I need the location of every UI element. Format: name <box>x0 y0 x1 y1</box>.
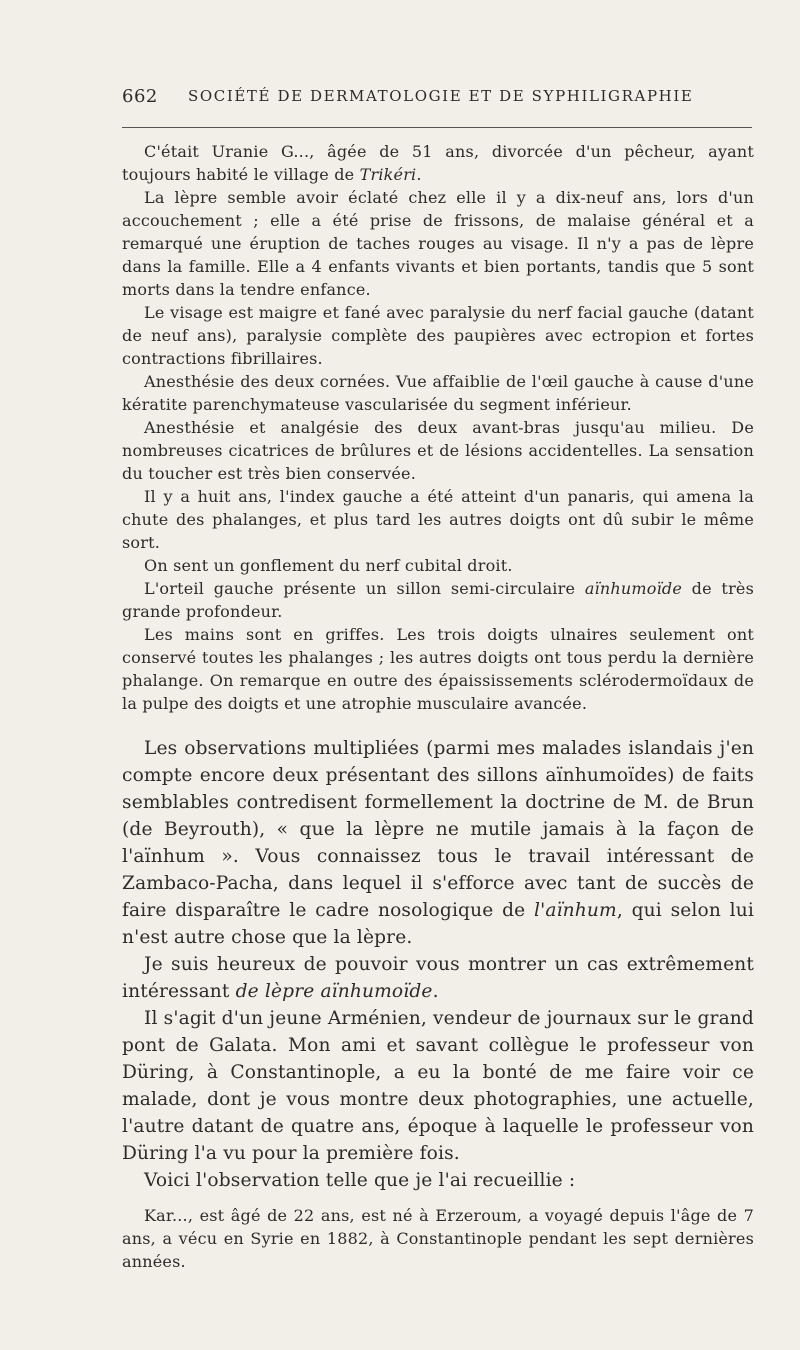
paragraph: Les observations multipliées (parmi mes malades islandais j'en compte encore deux présentant des sillons aïnhumoïdes) de faits semblables contredisent formellement la doctrine de M. de Brun (de Beyrouth), « que la lèpre ne mutile jamais à la façon de l'aïnhum ». Vous connaissez tous le travail intéressant de Zambaco-Pacha, dans lequel il s'efforce avec tant de succès de faire disparaître le cadre nosologique de l'aïnhum, qui selon lui n'est autre chose que la lèpre. <box>122 738 754 948</box>
paragraph: On sent un gonflement du nerf cubital droit. <box>144 556 513 575</box>
page-number: 662 <box>122 86 158 107</box>
paragraph: Kar..., est âgé de 22 ans, est né à Erzeroum, a voyagé depuis l'âge de 7 ans, a vécu en Syrie en 1882, à Constantinople pendant les sept dernières années. <box>122 1206 754 1271</box>
page-header <box>122 86 752 110</box>
paragraph: Je suis heureux de pouvoir vous montrer un cas extrêmement intéressant de lèpre aïnhumoïde. <box>122 954 754 1002</box>
observation-section <box>122 1204 754 1273</box>
body-text <box>122 140 754 1273</box>
discussion-section <box>122 735 754 1194</box>
paragraph: Voici l'observation telle que je l'ai recueillie : <box>144 1170 576 1191</box>
case-report-section <box>122 140 754 715</box>
paragraph: Les mains sont en griffes. Les trois doigts ulnaires seulement ont conservé toutes les phalanges ; les autres doigts ont tous perdu la dernière phalange. On remarque en outre des épaississements sclérodermoïdaux de la pulpe des doigts et une atrophie musculaire avancée. <box>122 625 754 713</box>
header-rule <box>122 127 752 128</box>
paragraph: Le visage est maigre et fané avec paralysie du nerf facial gauche (datant de neuf ans), paralysie complète des paupières avec ectropion et fortes contractions fibrillaires. <box>122 303 754 368</box>
paragraph: Il y a huit ans, l'index gauche a été atteint d'un panaris, qui amena la chute des phalanges, et plus tard les autres doigts ont dû subir le même sort. <box>122 487 754 552</box>
paragraph: Anesthésie et analgésie des deux avant-bras jusqu'au milieu. De nombreuses cicatrices de brûlures et de lésions accidentelles. La sensation du toucher est très bien conservée. <box>122 418 754 483</box>
paragraph: C'était Uranie G..., âgée de 51 ans, divorcée d'un pêcheur, ayant toujours habité le village de Trikéri. <box>122 142 754 184</box>
paragraph: Anesthésie des deux cornées. Vue affaiblie de l'œil gauche à cause d'une kératite parenchymateuse vascularisée du segment inférieur. <box>122 372 754 414</box>
running-head: SOCIÉTÉ DE DERMATOLOGIE ET DE SYPHILIGRAPHIE <box>188 87 694 105</box>
paragraph: Il s'agit d'un jeune Arménien, vendeur de journaux sur le grand pont de Galata. Mon ami et savant collègue le professeur von Düring, à Constantinople, a eu la bonté de me faire voir ce malade, dont je vous montre deux photographies, une actuelle, l'autre datant de quatre ans, époque à laquelle le professeur von Düring l'a vu pour la première fois. <box>122 1008 754 1164</box>
paragraph: La lèpre semble avoir éclaté chez elle il y a dix-neuf ans, lors d'un accouchement ; elle a été prise de frissons, de malaise général et a remarqué une éruption de taches rouges au visage. Il n'y a pas de lèpre dans la famille. Elle a 4 enfants vivants et bien portants, tandis que 5 sont morts dans la tendre enfance. <box>122 188 754 299</box>
paragraph: L'orteil gauche présente un sillon semi-circulaire aïnhumoïde de très grande profondeur. <box>122 579 754 621</box>
